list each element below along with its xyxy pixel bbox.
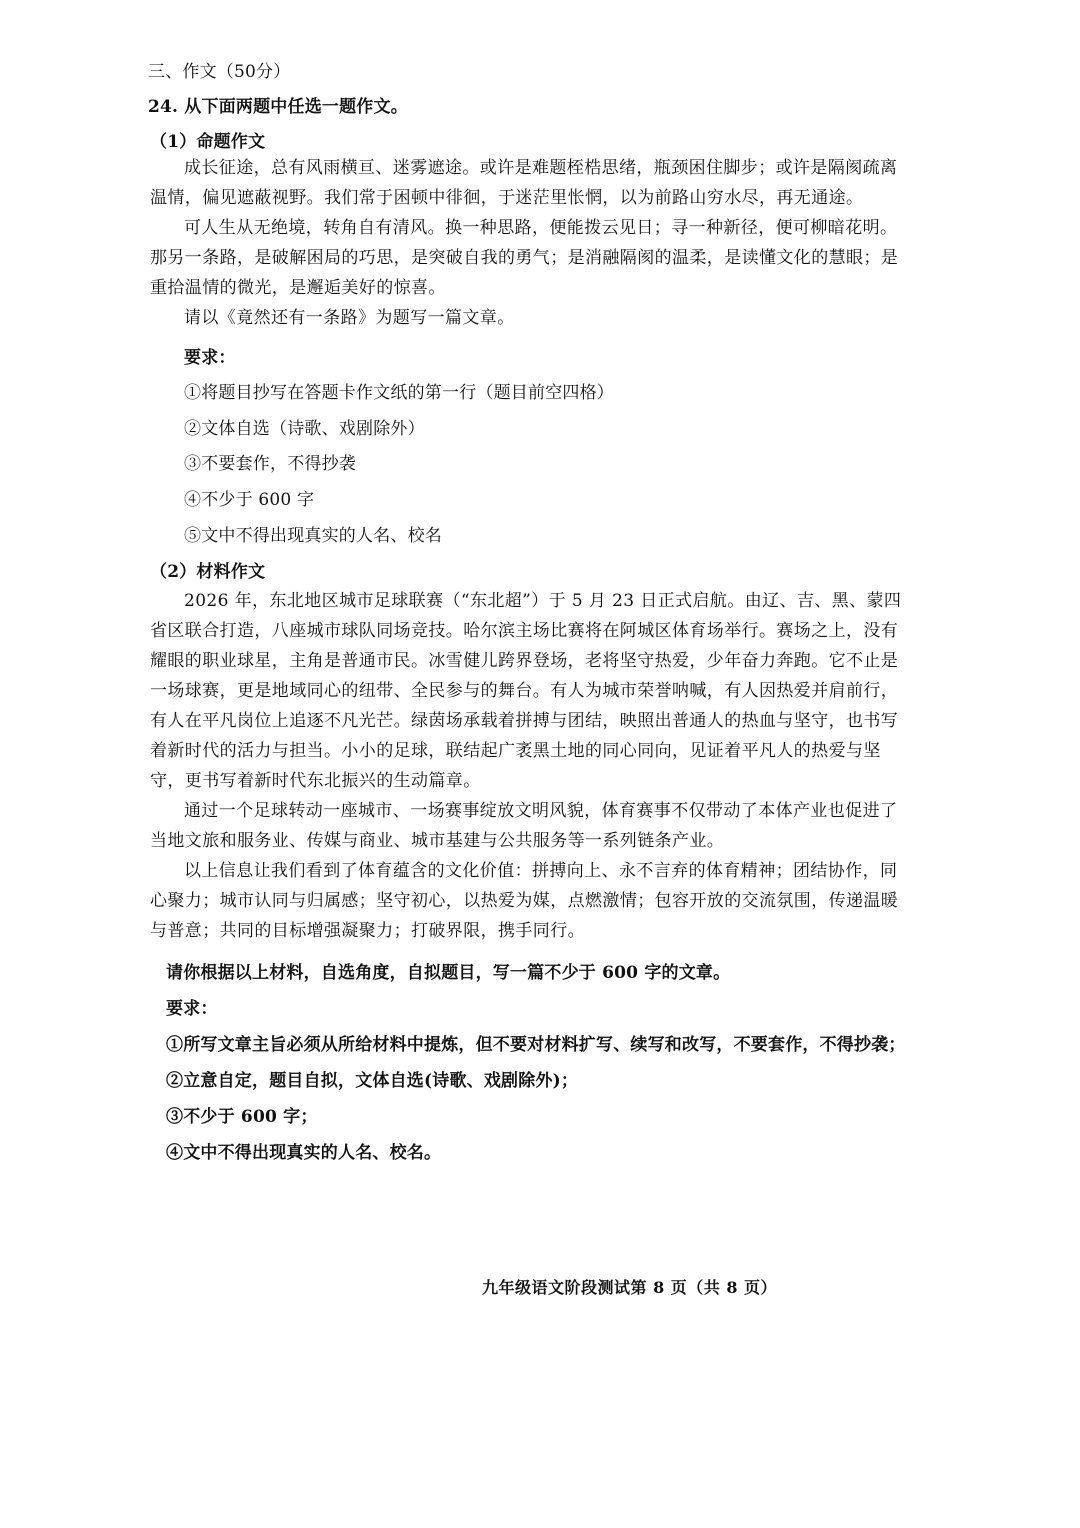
part2-title: （2）材料作文	[150, 562, 266, 582]
part2-prompt: 请你根据以上材料，自选角度，自拟题目，写一篇不少于 600 字的文章。	[166, 963, 731, 983]
part1-paragraph: 可人生从无绝境，转角自有清风。换一种思路，便能拨云见日；寻一种新径，便可柳暗花明。那另一条路，是破解困局的巧思，是突破自我的勇气；是消融隔阂的温柔，是读懂文化的慧眼；是重拾温情的微光，是邂逅美好的惊喜。	[150, 218, 899, 298]
part1-requirement: ②文体自选（诗歌、戏剧除外）	[184, 419, 425, 439]
part2-body	[150, 586, 912, 946]
part1-requirements-label: 要求：	[184, 348, 236, 368]
part1-paragraph: 成长征途，总有风雨横亘、迷雾遮途。或许是难题桎梏思绪，瓶颈困住脚步；或许是隔阂疏离温情，偏见遮蔽视野。我们常于困顿中徘徊，于迷茫里怅惘，以为前路山穷水尽，再无通途。	[150, 158, 898, 208]
part1-paragraph: 请以《竟然还有一条路》为题写一篇文章。	[184, 308, 515, 328]
part1-requirement: ④不少于 600 字	[184, 490, 315, 510]
part2-paragraph: 2026 年，东北地区城市足球联赛（“东北超”）于 5 月 23 日正式启航。由辽、吉、黑、蒙四省区联合打造，八座城市球队同场竞技。哈尔滨主场比赛将在阿城区体育场举行。赛场之上，没有耀眼的职业球星，主角是普通市民。冰雪健儿跨界登场，老将坚守热爱，少年奋力奔跑。它不止是一场球赛，更是地域同心的纽带、全民参与的舞台。有人为城市荣誉呐喊，有人因热爱并肩前行，有人在平凡岗位上追逐不凡光芒。绿茵场承载着拼搏与团结，映照出普通人的热血与坚守，也书写着新时代的活力与担当。小小的足球，联结起广袤黑土地的同心同向，见证着平凡人的热爱与坚守，更书写着新时代东北振兴的生动篇章。	[150, 591, 902, 791]
part1-requirement: ⑤文中不得出现真实的人名、校名	[184, 526, 442, 546]
part2-requirements-label: 要求：	[166, 999, 218, 1019]
part2-requirement: ①所写文章主旨必须从所给材料中提炼，但不要对材料扩写、续写和改写，不要套作，不得抄袭；	[166, 1035, 906, 1055]
part2-paragraph: 以上信息让我们看到了体育蕴含的文化价值：拼搏向上、永不言弃的体育精神；团结协作，同心聚力；城市认同与归属感；坚守初心，以热爱为媒，点燃激情；包容开放的交流氛围，传递温暖与普意；共同的目标增强凝聚力；打破界限，携手同行。	[150, 861, 899, 941]
question-title: 24. 从下面两题中任选一题作文。	[148, 97, 408, 117]
section-heading: 三、作文（50分）	[148, 62, 291, 82]
part1-title: （1）命题作文	[150, 132, 266, 152]
part2-paragraph: 通过一个足球转动一座城市、一场赛事绽放文明风貌，体育赛事不仅带动了本体产业也促进了当地文旅和服务业、传媒与商业、城市基建与公共服务等一系列链条产业。	[150, 801, 898, 851]
page-footer: 九年级语文阶段测试第 8 页（共 8 页）	[482, 1278, 778, 1297]
part1-requirement: ①将题目抄写在答题卡作文纸的第一行（题目前空四格）	[184, 383, 614, 403]
part1-requirement: ③不要套作，不得抄袭	[184, 454, 356, 474]
part2-requirement: ③不少于 600 字；	[166, 1107, 318, 1127]
part2-requirement: ②立意自定，题目自拟，文体自选(诗歌、戏剧除外)；	[166, 1071, 579, 1091]
part2-requirement: ④文中不得出现真实的人名、校名。	[166, 1143, 442, 1163]
part1-body	[150, 153, 912, 333]
